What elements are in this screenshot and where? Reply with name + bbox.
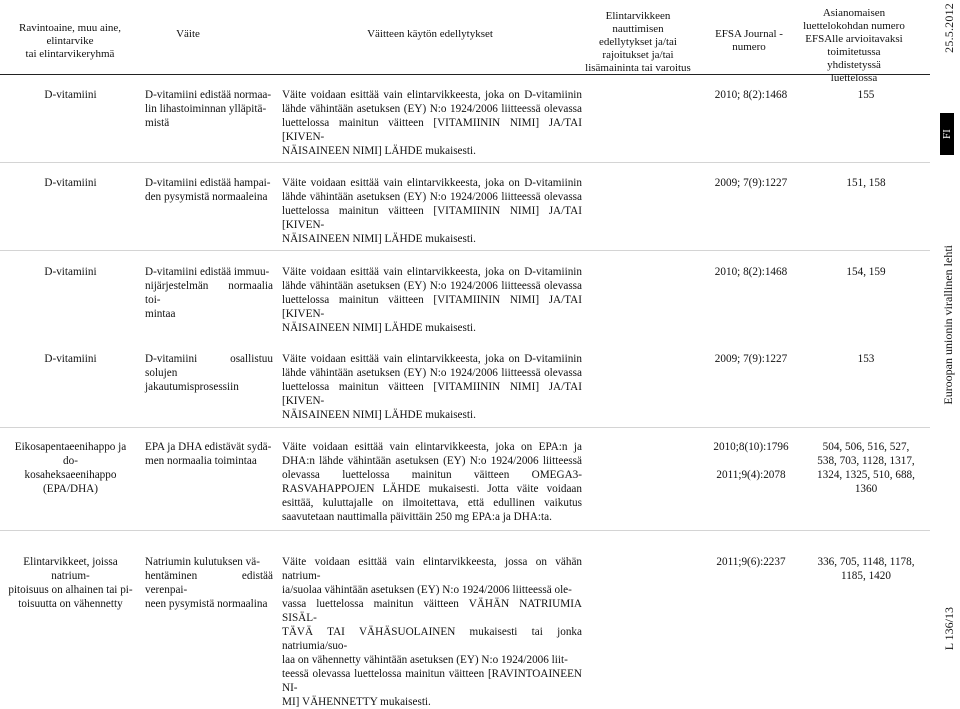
row-conditions: Väite voidaan esittää vain elintarvikkeesta, jossa on vähän natrium- ia/suolaa vähintään asetuksen (EY) N:o 1924/2006 liitteessä ole- vassa luettelossa mainitun väitteen VÄHÄN NATRIUMIA SISÄL- TÄVÄ TAI VÄHÄSUOLAINEN mukaisesti tai jonka natriumia/suo- laa on vähennetty vähintään asetuksen (EY) N:o 1924/2006 liit- teessä olevassa luettelossa mainitun väitteen [RAVINTOAINEEN NI- MI] VÄHENNETTY mukaisesti. bbox=[282, 556, 582, 708]
row-conditions: Väite voidaan esittää vain elintarvikkeesta, joka on EPA:n ja DHA:n lähde vähintään asetuksen (EY) N:o 1924/2006 liitteessä olevassa luettelossa mainitun väitteen OMEGA3-RASVAHAPPOJEN LÄHDE mukaisesti. Jotta väite voidaan esittää, kuluttajalle on ilmoitettava, että edullinen vaikutus saavutetaan nauttimalla päivittäin 250 mg EPA:a ja DHA:ta. bbox=[282, 441, 582, 523]
header-substance: Ravintoaine, muu aine, elintarvike tai elintarvikeryhmä bbox=[18, 22, 122, 60]
journal-title: Euroopan unionin virallinen lehti bbox=[941, 245, 955, 405]
row-substance: D-vitamiini bbox=[44, 266, 97, 278]
row-divider bbox=[0, 250, 930, 251]
row-claim: Natriumin kulutuksen vä- hentäminen edistää verenpai- neen pysymistä normaalina bbox=[145, 556, 273, 610]
row-conditions: Väite voidaan esittää vain elintarvikkeesta, joka on D-vitamiinin lähde vähintään asetuksen (EY) N:o 1924/2006 liitteessä olevassa luettelossa mainitun väitteen [VITAMIININ NIMI] JA/TAI [KIVEN- NÄISAINEEN NIMI] LÄHDE mukaisesti. bbox=[282, 89, 582, 157]
language-tab: FI bbox=[940, 113, 954, 155]
row-list-number: 155 bbox=[857, 89, 875, 101]
header-conditions: Väitteen käytön edellytykset bbox=[367, 28, 493, 40]
header-efsa-journal: EFSA Journal -numero bbox=[715, 28, 783, 53]
header-claim: Väite bbox=[176, 28, 200, 40]
page-reference: L 136/13 bbox=[942, 607, 956, 651]
header-list-number: Asianomaisen luettelokohdan numero EFSAlle arvioitavaksi toimitetussa yhdistetyssä luettelossa bbox=[803, 7, 905, 84]
row-list-number: 151, 158 bbox=[846, 177, 886, 189]
row-list-number: 336, 705, 1148, 1178, 1185, 1420 bbox=[817, 556, 915, 582]
row-efsa: 2009; 7(9):1227 bbox=[714, 353, 788, 365]
row-efsa: 2010; 8(2):1468 bbox=[714, 89, 788, 101]
row-efsa: 2011;9(6):2237 bbox=[716, 556, 786, 568]
row-conditions: Väite voidaan esittää vain elintarvikkeesta, joka on D-vitamiinin lähde vähintään asetuksen (EY) N:o 1924/2006 liitteessä olevassa luettelossa mainitun väitteen [VITAMIININ NIMI] JA/TAI [KIVEN- NÄISAINEEN NIMI] LÄHDE mukaisesti. bbox=[282, 177, 582, 245]
row-list-number: 154, 159 bbox=[846, 266, 886, 278]
row-efsa: 2009; 7(9):1227 bbox=[714, 177, 788, 189]
table-header bbox=[0, 0, 930, 84]
side-margin bbox=[932, 0, 960, 663]
row-claim: D-vitamiini edistää hampai- den pysymistä normaaleina bbox=[145, 177, 271, 203]
row-claim: EPA ja DHA edistävät sydä- men normaalia toimintaa bbox=[145, 441, 272, 467]
row-list-number: 504, 506, 516, 527, 538, 703, 1128, 1317, 1324, 1325, 510, 688, 1360 bbox=[817, 441, 915, 495]
row-substance: D-vitamiini bbox=[44, 89, 97, 101]
publication-date: 25.5.2012 bbox=[942, 3, 956, 53]
row-claim: D-vitamiini osallistuu solujen jakautumisprosessiin bbox=[145, 353, 273, 393]
row-claim: D-vitamiini edistää immuu- nijärjestelmän normaalia toi- mintaa bbox=[145, 266, 273, 320]
row-divider bbox=[0, 427, 930, 428]
row-substance: D-vitamiini bbox=[44, 353, 97, 365]
row-list-number: 153 bbox=[857, 353, 875, 365]
row-substance: Eikosapentaeenihappo ja do- kosaheksaeenihappo (EPA/DHA) bbox=[14, 441, 127, 495]
row-conditions: Väite voidaan esittää vain elintarvikkeesta, joka on D-vitamiinin lähde vähintään asetuksen (EY) N:o 1924/2006 liitteessä olevassa luettelossa mainitun väitteen [VITAMIININ NIMI] JA/TAI [KIVEN- NÄISAINEEN NIMI] LÄHDE mukaisesti. bbox=[282, 353, 582, 421]
row-divider bbox=[0, 162, 930, 163]
row-conditions: Väite voidaan esittää vain elintarvikkeesta, joka on D-vitamiinin lähde vähintään asetuksen (EY) N:o 1924/2006 liitteessä olevassa luettelossa mainitun väitteen [VITAMIININ NIMI] JA/TAI [KIVEN- NÄISAINEEN NIMI] LÄHDE mukaisesti. bbox=[282, 266, 582, 334]
row-substance: D-vitamiini bbox=[44, 177, 97, 189]
row-efsa: 2010; 8(2):1468 bbox=[714, 266, 788, 278]
row-efsa: 2010;8(10):1796 2011;9(4):2078 bbox=[713, 441, 789, 481]
header-restrictions: Elintarvikkeen nauttimisen edellytykset ja/tai rajoitukset ja/tai lisämaininta tai varoitus bbox=[585, 10, 691, 74]
row-divider bbox=[0, 530, 930, 531]
row-claim: D-vitamiini edistää normaa- lin lihastoiminnan ylläpitä- mistä bbox=[145, 89, 272, 129]
row-substance: Elintarvikkeet, joissa natrium- pitoisuus on alhainen tai pi- toisuutta on vähennetty bbox=[8, 556, 133, 610]
